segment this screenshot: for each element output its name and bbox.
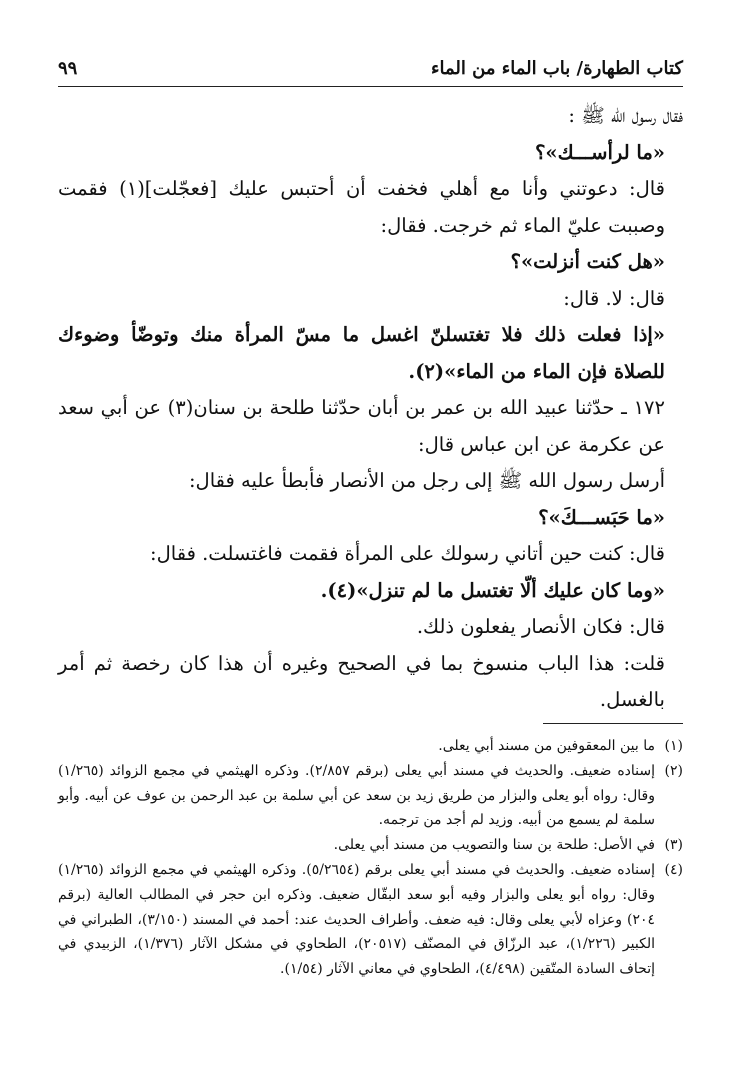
footnote (58, 858, 683, 982)
text-paragraph: قلت: هذا الباب منسوخ بما في الصحيح وغيره أن هذا كان رخصة ثم أمر بالغسل. (58, 651, 665, 711)
footnote-number: (١) (664, 738, 683, 754)
hadith-quote: «هل كنت أنزلت»؟ (510, 250, 665, 273)
footnote-text: ما بين المعقوفين من مسند أبي يعلى. (438, 738, 655, 754)
text-line: قال: لا. قال: (563, 286, 665, 310)
footnote (58, 734, 683, 759)
hadith-quote: «ما لرأســـك»؟ (535, 140, 665, 164)
footnote-divider (543, 723, 683, 724)
page-header (58, 50, 683, 87)
hadith-isnad: ١٧٢ ـ حدّثنا عبيد الله بن عمر بن أبان حدّثنا طلحة بن سنان(٣) عن أبي سعد عن عكرمة عن ابن عباس قال: (58, 396, 665, 456)
footnote (58, 759, 683, 833)
running-title: كتاب الطهارة/ باب الماء من الماء (431, 57, 683, 79)
footnote-number: (٤) (664, 861, 683, 878)
footnotes (58, 734, 683, 982)
text-paragraph: قال: دعوتني وأنا مع أهلي فخفت أن أحتبس عليك [فعجّلت](١) فقمت وصببت عليّ الماء ثم خرجت. فقال: (58, 177, 665, 237)
text-line: قال: كنت حين أتاني رسولك على المرأة فقمت فاغتسلت. فقال: (150, 542, 665, 565)
footnote-text: إسناده ضعيف. والحديث في مسند أبي يعلى (برقم ٢/٨٥٧). وذكره الهيثمي في مجمع الزوائد (١/٢٦٥) وقال: رواه أبو يعلى والبزار من طريق زيد بن سعد عن أبي سلمة بن عبد الرحمن بن عوف عن أبيه. وأبو سلمة لم يسمع من أبيه. وزيد لم أجد من ترجمه. (58, 762, 655, 829)
text-line: قال: فكان الأنصار يفعلون ذلك. (416, 615, 665, 638)
footnote-text: إسناده ضعيف. والحديث في مسند أبي يعلى برقم (٥/٢٦٥٤). وذكره الهيثمي في مجمع الزوائد (١/٢٦٥) وقال: رواه أبو يعلى والبزار وفيه أبو سعد البقّال ضعيف. وذكره ابن حجر في المطالب العالية (برقم ٢٠٤) وعزاه لأبي يعلى وقال: فيه ضعف. وأطراف الحديث عند: أحمد في المسند (٣/١٥٠)، الطبراني في الكبير (١/٢٢٦)، عبد الرزّاق في المصنّف (٢٠٥١٧)، الطحاوي في مشكل الآثار (١/٣٧٦)، الزبيدي في إتحاف السادة المتّقين (٤/٤٩٨)، الطحاوي في معاني الآثار (١/٥٤). (58, 861, 655, 978)
footnote (58, 833, 683, 858)
hadith-quote: «ما حَبَســـكَ»؟ (538, 505, 665, 529)
text-line: فقال رسول الله ﷺ : (568, 104, 683, 127)
footnote-number: (٢) (664, 762, 683, 779)
footnote-number: (٣) (664, 837, 683, 854)
text-line: أرسل رسول الله ﷺ إلى رجل من الأنصار فأبطأ عليه فقال: (188, 469, 665, 492)
hadith-quote: «وما كان عليك ألّا تغتسل ما لم تنزل»(٤). (320, 578, 665, 602)
main-text (58, 98, 683, 719)
page-number: ٩٩ (58, 57, 78, 79)
hadith-quote: «إذا فعلت ذلك فلا تغتسلنّ اغسل ما مسّ المرأة منك وتوضّأ وضوءك للصلاة فإن الماء من الماء»(٢). (58, 323, 665, 383)
footnote-text: في الأصل: طلحة بن سنا والتصويب من مسند أبي يعلى. (333, 837, 655, 854)
